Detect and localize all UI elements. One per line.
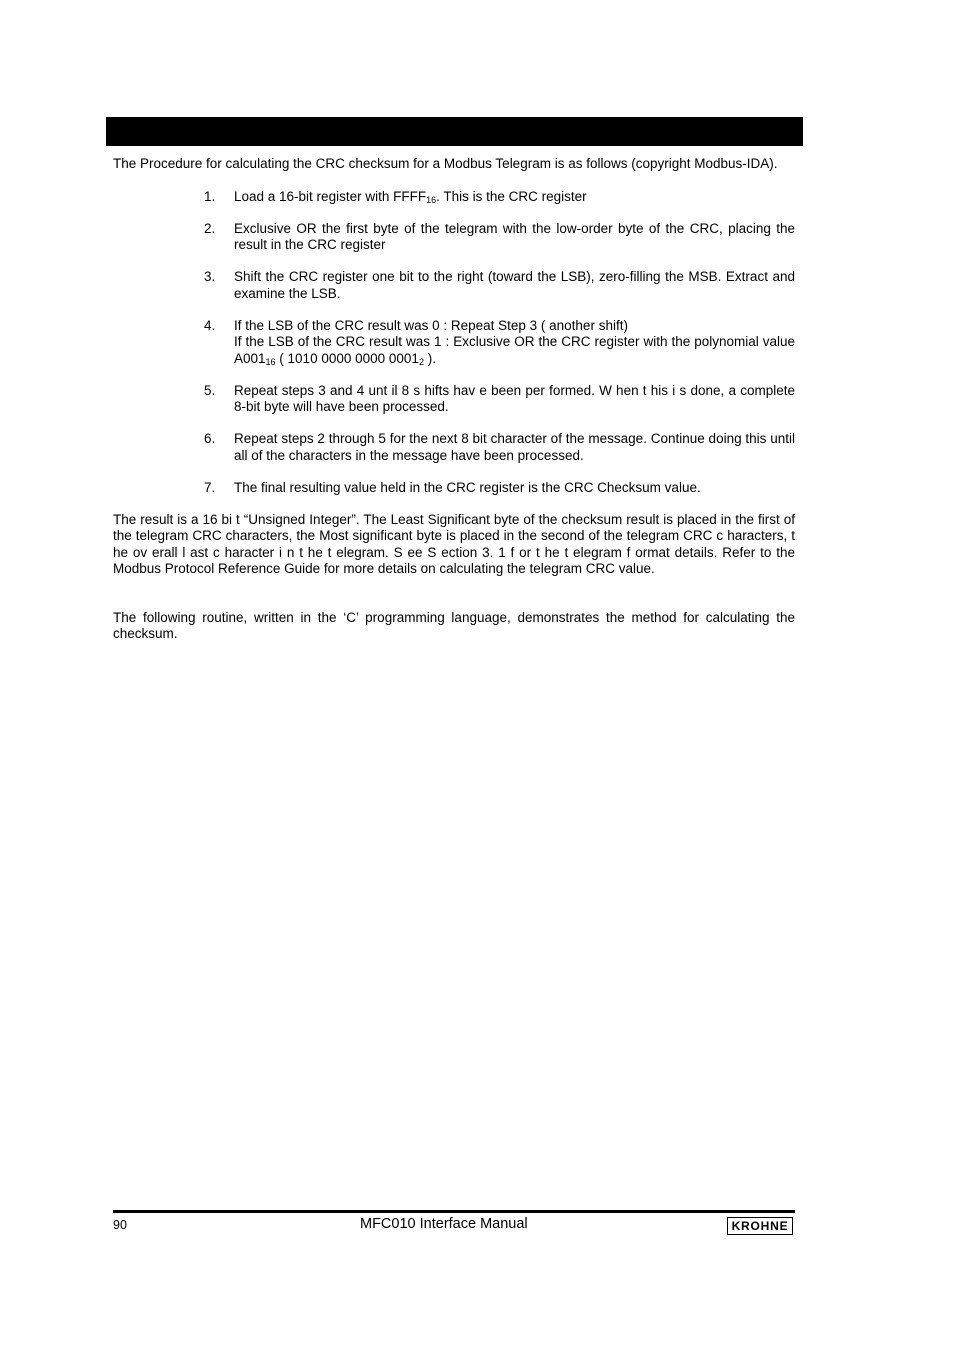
section-header-bar [106, 117, 803, 146]
step-text: Repeat steps 3 and 4 unt il 8 s hifts hav e been per formed. W hen t his i s done, a complete 8-bit byte will have been processed. [234, 382, 795, 414]
routine-paragraph: The following routine, written in the ‘C’ programming language, demonstrates the method for calculating the checksum. [113, 609, 795, 641]
manual-title: MFC010 Interface Manual [360, 1216, 528, 1232]
list-item [113, 318, 795, 368]
step-text: Exclusive OR the first byte of the telegram with the low-order byte of the CRC, placing the result in the CRC register [234, 220, 795, 252]
step-number: 1. [204, 188, 216, 204]
step-text: The final resulting value held in the CRC register is the CRC Checksum value. [234, 479, 701, 495]
step-number: 6. [204, 431, 216, 446]
list-item: 1. Load a 16-bit register with $FFFF_{16}$. This is the CRC register [204, 188, 587, 205]
list-item [113, 431, 795, 464]
list-item [113, 269, 795, 302]
step-text: If the LSB of the CRC result was 1 : Exclusive OR the CRC register with the polynomial value $A001_{16}$ ( 1010 0000 0000 $0001_2$ ). [234, 334, 795, 367]
step-number: 7. [204, 479, 216, 495]
list-item [113, 480, 795, 497]
krohne-logo: KROHNE [727, 1217, 793, 1235]
step-number: 4. [204, 317, 216, 333]
step-number: 2. [204, 220, 216, 236]
footer-divider [113, 1210, 795, 1213]
step-text: Repeat steps 2 through 5 for the next 8 bit character of the message. Continue doing this until all of the characters in the message have been processed. [234, 431, 795, 463]
intro-paragraph: The Procedure for calculating the CRC checksum for a Modbus Telegram is as follows (copyright Modbus-IDA). [113, 156, 778, 171]
result-paragraph: The result is a 16 bi t “Unsigned Integer”. The Least Significant byte of the checksum result is placed in the first of the telegram CRC characters, the Most significant byte is placed in the second of the telegram CRC c haracters, t he ov erall l ast c haracter i n t he t elegram. S ee S ection 3. 1 f or t he t elegram f ormat details. Refer to the Modbus Protocol Reference Guide for more details on calculating the telegram CRC value. [113, 511, 795, 576]
page-content [113, 156, 795, 643]
step-number: 3. [204, 269, 216, 284]
page-number: 90 [113, 1218, 127, 1232]
list-item [113, 221, 795, 254]
step-text: Shift the CRC register one bit to the right (toward the LSB), zero-filling the MSB. Extract and examine the LSB. [234, 269, 795, 301]
step-text: If the LSB of the CRC result was 0 : Repeat Step 3 ( another shift) [234, 317, 628, 333]
step-number: 5. [204, 382, 216, 398]
crc-steps-list [113, 189, 795, 497]
list-item [113, 383, 795, 416]
